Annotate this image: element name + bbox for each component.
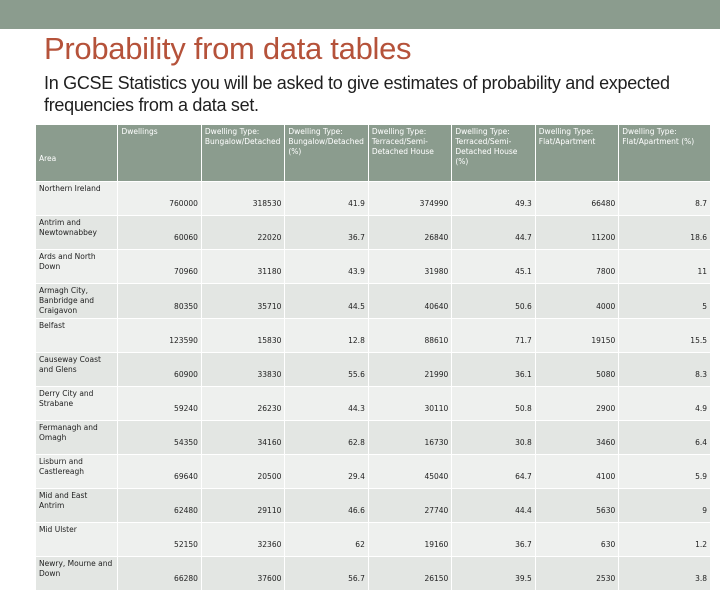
dwellings-table [36,125,711,590]
area-name-cell: Mid Ulster [36,522,118,556]
value-cell: 11 [619,249,711,283]
value-cell: 19160 [369,522,452,556]
value-cell: 45040 [369,454,452,488]
value-cell: 5080 [536,352,619,386]
value-cell: 36.7 [285,215,368,249]
value-cell: 54350 [118,420,201,454]
value-cell: 21990 [369,352,452,386]
value-cell: 2900 [536,386,619,420]
value-cell: 62 [285,522,368,556]
value-cell: 44.5 [285,283,368,318]
value-cell: 29.4 [285,454,368,488]
column-header: Dwelling Type: Bungalow/Detached (%) [285,125,368,181]
area-name-cell: Mid and East Antrim [36,488,118,522]
value-cell: 46.6 [285,488,368,522]
table-body [36,181,711,590]
table-row [36,283,711,318]
column-header: Dwelling Type: Terraced/Semi-Detached House (%) [452,125,535,181]
value-cell: 29110 [202,488,285,522]
table-row [36,454,711,488]
value-cell: 50.8 [452,386,535,420]
value-cell: 30110 [369,386,452,420]
value-cell: 44.3 [285,386,368,420]
area-name-cell: Armagh City, Banbridge and Craigavon [36,283,118,318]
table-row [36,522,711,556]
value-cell: 26840 [369,215,452,249]
value-cell: 71.7 [452,318,535,352]
value-cell: 30.8 [452,420,535,454]
table-row [36,181,711,215]
value-cell: 12.8 [285,318,368,352]
area-name-cell: Lisburn and Castlereagh [36,454,118,488]
value-cell: 19150 [536,318,619,352]
column-header: Dwellings [118,125,201,181]
value-cell: 3.8 [619,556,711,590]
value-cell: 43.9 [285,249,368,283]
value-cell: 7800 [536,249,619,283]
value-cell: 55.6 [285,352,368,386]
value-cell: 11200 [536,215,619,249]
value-cell: 66480 [536,181,619,215]
value-cell: 49.3 [452,181,535,215]
value-cell: 52150 [118,522,201,556]
value-cell: 5 [619,283,711,318]
value-cell: 5.9 [619,454,711,488]
value-cell: 60900 [118,352,201,386]
area-name-cell: Newry, Mourne and Down [36,556,118,590]
top-accent-bar [0,0,720,29]
slide-title: Probability from data tables [44,31,412,66]
value-cell: 44.7 [452,215,535,249]
value-cell: 40640 [369,283,452,318]
table-row [36,420,711,454]
value-cell: 26150 [369,556,452,590]
value-cell: 62.8 [285,420,368,454]
column-header: Area [36,125,118,181]
value-cell: 123590 [118,318,201,352]
area-name-cell: Northern Ireland [36,181,118,215]
value-cell: 69640 [118,454,201,488]
value-cell: 4.9 [619,386,711,420]
value-cell: 20500 [202,454,285,488]
value-cell: 2530 [536,556,619,590]
value-cell: 44.4 [452,488,535,522]
value-cell: 45.1 [452,249,535,283]
area-name-cell: Belfast [36,318,118,352]
value-cell: 4000 [536,283,619,318]
value-cell: 374990 [369,181,452,215]
area-name-cell: Derry City and Strabane [36,386,118,420]
value-cell: 59240 [118,386,201,420]
table-row [36,249,711,283]
value-cell: 62480 [118,488,201,522]
value-cell: 8.7 [619,181,711,215]
value-cell: 26230 [202,386,285,420]
value-cell: 16730 [369,420,452,454]
area-name-cell: Causeway Coast and Glens [36,352,118,386]
area-name-cell: Ards and North Down [36,249,118,283]
value-cell: 630 [536,522,619,556]
column-header: Dwelling Type: Flat/Apartment (%) [619,125,711,181]
table-row [36,386,711,420]
value-cell: 31980 [369,249,452,283]
value-cell: 4100 [536,454,619,488]
table-row [36,488,711,522]
value-cell: 41.9 [285,181,368,215]
value-cell: 3460 [536,420,619,454]
value-cell: 318530 [202,181,285,215]
value-cell: 66280 [118,556,201,590]
value-cell: 64.7 [452,454,535,488]
value-cell: 36.1 [452,352,535,386]
value-cell: 39.5 [452,556,535,590]
value-cell: 15830 [202,318,285,352]
table-row [36,215,711,249]
value-cell: 760000 [118,181,201,215]
value-cell: 88610 [369,318,452,352]
value-cell: 33830 [202,352,285,386]
value-cell: 8.3 [619,352,711,386]
value-cell: 6.4 [619,420,711,454]
slide-subtitle: In GCSE Statistics you will be asked to give estimates of probability and expected frequencies from a data set. [44,73,670,115]
value-cell: 27740 [369,488,452,522]
value-cell: 32360 [202,522,285,556]
dwellings-table-container [36,125,711,590]
table-row [36,318,711,352]
value-cell: 22020 [202,215,285,249]
column-header: Dwelling Type: Terraced/Semi-Detached House [369,125,452,181]
column-header: Dwelling Type: Bungalow/Detached [202,125,285,181]
value-cell: 70960 [118,249,201,283]
table-header-row [36,125,711,181]
area-name-cell: Fermanagh and Omagh [36,420,118,454]
value-cell: 36.7 [452,522,535,556]
value-cell: 56.7 [285,556,368,590]
value-cell: 31180 [202,249,285,283]
column-header: Dwelling Type: Flat/Apartment [536,125,619,181]
value-cell: 37600 [202,556,285,590]
value-cell: 5630 [536,488,619,522]
value-cell: 15.5 [619,318,711,352]
value-cell: 18.6 [619,215,711,249]
value-cell: 1.2 [619,522,711,556]
value-cell: 50.6 [452,283,535,318]
value-cell: 60060 [118,215,201,249]
value-cell: 80350 [118,283,201,318]
value-cell: 35710 [202,283,285,318]
value-cell: 34160 [202,420,285,454]
table-row [36,352,711,386]
area-name-cell: Antrim and Newtownabbey [36,215,118,249]
value-cell: 9 [619,488,711,522]
table-row [36,556,711,590]
